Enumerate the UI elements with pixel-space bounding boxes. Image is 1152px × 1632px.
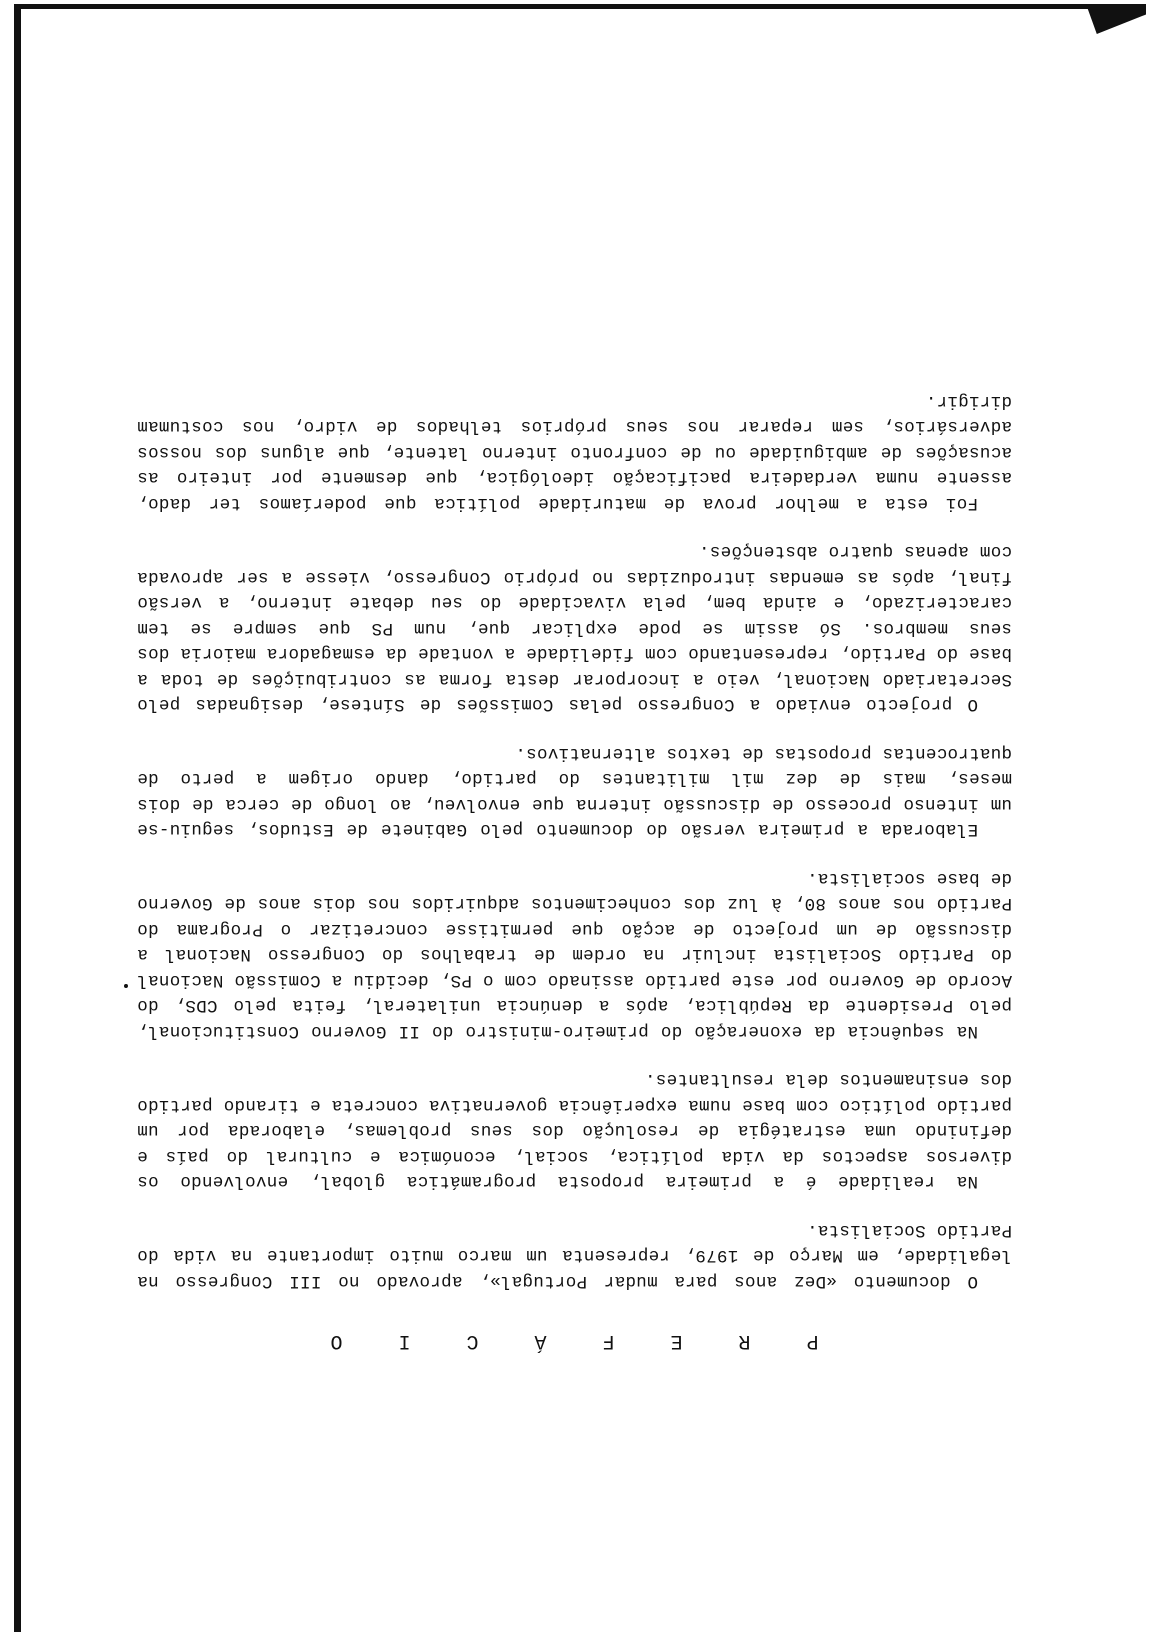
preface-text-block: [137, 365, 1012, 1353]
paragraph-6: Foi esta a melhor prova de maturidade política que poderíamos ter dado, assente numa verdadeira pacificação ideológica, que desmente por inteiro as acusações de ambiguidade ou de confronto interno latente, que alguns dos nossos adversários, sem reparar nos seus próprios telhados de vidro, nos costumam dirigir.: [137, 391, 1012, 513]
paragraph-3: Na sequência da exoneração do primeiro-ministro do II Governo Constitucional, pelo Presidente da República, após a denúncia unilateral, feita pelo CDS, do Acordo de Governo por este partido assinado com o PS, decidiu a Comissão Nacional do Partido Socialista incluir na ordem de trabalhos do Congresso Nacional a discussão de um projecto de acção que permitisse concretizar o Programa do Partido nos anos 80, à luz dos conhecimentos adquiridos nos dois anos de Governo de base socialista.: [137, 868, 1012, 1041]
paragraph-5: O projecto enviado a Congresso pelas Comissões de Síntese, designadas pelo Secretariado Nacional, veio a incorporar desta forma as contribuições de toda a base do Partido, representando com fidelidade a vontade da esmagadora maioria dos seus membros. Só assim se pode explicar que, num PS que sempre se tem caracterizado, e ainda bem, pela vivacidade do seu debate interno, a versão final, após as emendas introduzidas no próprio Congresso, viesse a ser aprovada com apenas quatro abstenções.: [137, 541, 1012, 715]
paragraph-1: O documento «Dez anos para mudar Portugal», aprovado no III Congresso na legalidade, em Março de 1979, representa um marco muito importante na vida do Partido Socialista.: [137, 1220, 1012, 1291]
page-title: P R E F Á C I O: [308, 1329, 819, 1352]
paragraph-4: Elaborada a primeira versão do documento pelo Gabinete de Estudos, seguiu-se um intenso processo de discussão interna que envolveu, ao longo de cerca de dois meses, mais de dez mil militantes do partido, dando origem a perto de quatrocentas propostas de textos alternativos.: [137, 743, 1012, 840]
paragraph-2: Na realidade é a primeira proposta programática global, envolvendo os diversos aspectos da vida política, social, económica e cultural do país e definindo uma estratégia de resolução dos seus problemas, elaborada por um partido político com base numa experiência governativa concreta e tirando partido dos ensinamentos dela resultantes.: [137, 1069, 1012, 1192]
